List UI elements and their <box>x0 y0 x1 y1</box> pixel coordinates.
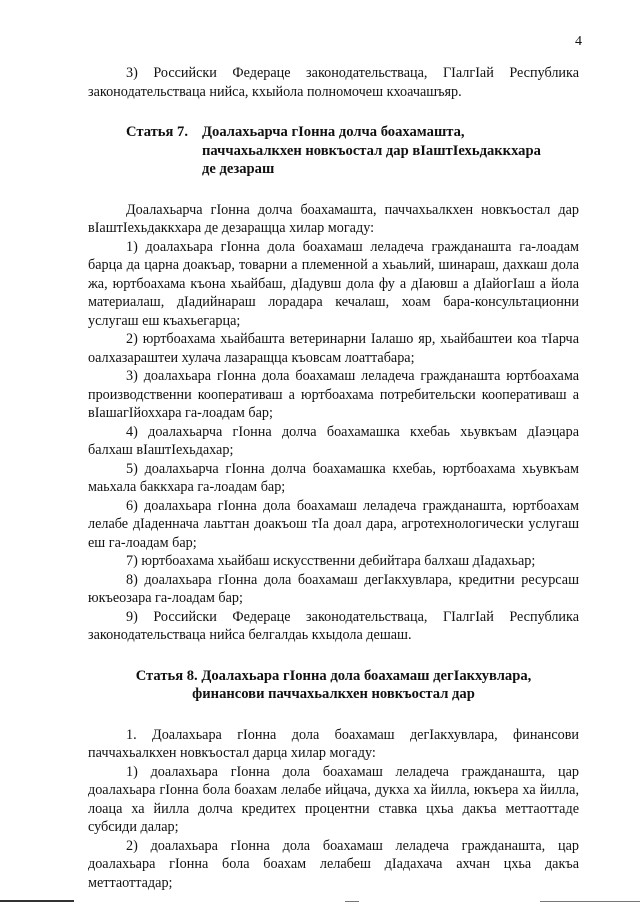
article-7-item: 5) доалахьарча гӀонна долча боахамашка кхебаь, юртбоахама хьувкъам маьхала баккхара га-лоадам бар; <box>88 460 579 495</box>
article-7-item: 8) доалахьара гӀонна дола боахамаш дегӀакхувлара, кредитни ресурсаш юкъеозара га-лоадам бар; <box>88 571 579 606</box>
article-7-item: 6) доалахьара гӀонна дола боахамаш леладеча гражданашта, юртбоахам лелабе дӀаденнача лаьттан доакъош тӀа доал дара, агротехнологически услугаш еш га-лоадам бар; <box>88 497 579 551</box>
page-number: 4 <box>575 34 582 49</box>
article-7-title-line-3: де дезараш <box>202 161 275 177</box>
article-7-item: 9) Российски Федераце законодательстваца, ГӀалгӀай Республика законодательстваца нийса белгалдаь кхыдола дешаш. <box>88 608 579 643</box>
article-8-title-line-1: Статья 8. Доалахьара гӀонна дола боахамаш дегӀакхувлара, <box>135 667 532 684</box>
article-7-intro: Доалахьарча гӀонна долча боахамашта, паччахьалкхен новкъостал дар вӀаштӀехьдаккхара де дезаращца хилар могаду: <box>88 201 579 236</box>
article-8-title-line-2: финансови паччахьалкхен новкъостал дар <box>192 686 475 702</box>
intro-item-3: 3) Российски Федераце законодательстваца, ГӀалгӀай Республика законодательстваца нийса, кхыйола полномочеш кхоачашъяр. <box>88 65 579 100</box>
scan-mark <box>345 901 359 902</box>
article-7-title-line-2: паччахьалкхен новкъостал дар вӀаштӀехьдаккхара <box>202 142 541 159</box>
article-7-item: 2) юртбоахама хьайбашта ветеринарни Ӏалашо яр, хьайбаштеи коа тӀарча оалхазараштеи хулача лазаращца къовсам лоаттабара; <box>88 331 579 366</box>
document-body <box>88 64 579 892</box>
article-7-heading <box>88 123 579 179</box>
article-8-intro: 1. Доалахьара гӀонна дола боахамаш дегӀакхувлара, финансови паччахьалкхен новкъостал дарца хилар могаду: <box>88 726 579 761</box>
article-8-item: 1) доалахьара гӀонна дола боахамаш леладеча гражданашта, цар доалахьара гӀонна бола боахам лелабе ийцача, дукха ха йилла, юкъера ха йилла, лоаца ха йилла долча кредитех процентни ставка цхьа дакъа меттаоттаде субсиди далар; <box>88 763 579 835</box>
scan-mark <box>540 901 640 902</box>
article-7-item: 1) доалахьара гӀонна дола боахамаш леладеча гражданашта га-лоадам барца да царна доакъар, товарни а племенной а хьаьлий, шинараш, дахкаш дола жа, юртбоахама къона хьайбаш, дӀадувш дола фу а дӀаювш а дӀайогӀаш а йола материалаш, дӀадийнараш лорадара кечалаш, хоам бара-консультационни услугаш еш къахьегарца; <box>88 238 579 329</box>
article-8-heading <box>88 667 579 704</box>
article-8-item: 2) доалахьара гӀонна дола боахамаш леладеча гражданашта, цар доалахьара гӀонна бола боахам лелабеш дӀадахача ахчан цхьа дакъа меттаоттадар; <box>88 837 579 891</box>
article-7-item: 7) юртбоахама хьайбаш искусственни дебийтара балхаш дӀадахьар; <box>126 553 536 569</box>
scan-edge-line <box>0 900 74 902</box>
article-7-item: 3) доалахьара гӀонна дола боахамаш леладеча гражданашта юртбоахама производственни кооперативаш а юртбоахама потребительски кооперативаш а вӀашагӀйоххара га-лоадам бар; <box>88 368 579 421</box>
article-7-label: Статья 7. <box>126 124 188 140</box>
article-7-item: 4) доалахьарча гӀонна долча боахамашка кхебаь хьувкъам дӀаэцара балхаш вӀаштӀехьдахар; <box>88 423 579 458</box>
article-7-title-line-1: Доалахьарча гӀонна долча боахамашта, <box>202 124 465 140</box>
